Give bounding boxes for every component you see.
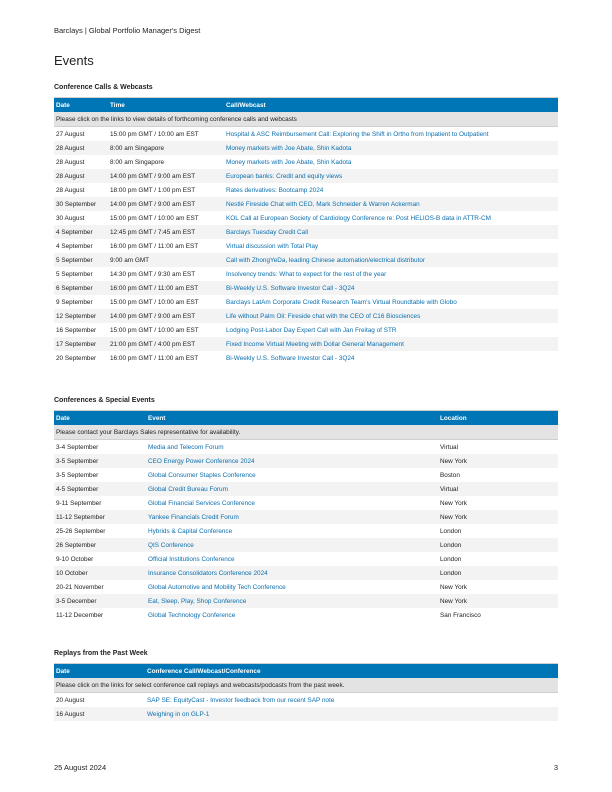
conference-date-cell: 26 September <box>54 538 146 552</box>
call-time-cell: 12:45 pm GMT / 7:45 am EST <box>108 225 224 239</box>
call-event-cell[interactable]: Hospital & ASC Reimbursement Call: Exploring the Shift in Ortho from Inpatient to Outpatient <box>226 130 489 138</box>
replays-header-event: Conference Call/Webcast/Conference <box>145 664 558 679</box>
conference-event-cell[interactable]: Eat, Sleep, Play, Shop Conference <box>146 594 438 608</box>
call-date-cell: 4 September <box>54 225 108 239</box>
table-row <box>54 552 558 566</box>
conference-date-cell: 3-5 December <box>54 594 146 608</box>
call-time-cell: 21:00 pm GMT / 4:00 pm EST <box>108 337 224 351</box>
table-row <box>54 281 558 295</box>
section-title: Events <box>54 53 94 68</box>
conference-event-cell[interactable]: Official Institutions Conference <box>148 555 235 563</box>
call-date-cell: 12 September <box>54 309 108 323</box>
table-row <box>54 510 558 524</box>
conference-event-cell[interactable]: Hybrids & Capital Conference <box>148 527 233 535</box>
call-time-cell: 8:00 am Singapore <box>110 158 165 166</box>
conference-location-cell: London <box>438 566 558 580</box>
conference-location-cell: London <box>440 555 462 563</box>
call-event-cell[interactable]: Insolvency trends: What to expect for the rest of the year <box>226 270 387 278</box>
call-date-cell: 28 August <box>54 169 108 183</box>
call-event-cell[interactable]: Nestlé Fireside Chat with CEO, Mark Schneider & Warren Ackerman <box>224 197 558 211</box>
replays-header-date: Date <box>54 664 145 679</box>
call-date-cell: 28 August <box>54 141 108 155</box>
conferences-header-row <box>54 411 558 426</box>
page-number: 3 <box>553 763 558 772</box>
conference-event-cell[interactable]: Global Automotive and Mobility Tech Conference <box>148 583 286 591</box>
call-event-cell[interactable]: European banks: Credit and equity views <box>224 169 558 183</box>
table-row <box>54 707 558 721</box>
call-date-cell: 30 August <box>56 214 85 222</box>
conference-event-cell[interactable]: Global Credit Bureau Forum <box>146 482 438 496</box>
replay-note-row <box>54 678 558 693</box>
conference-date-cell: 10 October <box>54 566 146 580</box>
conference-location-cell: London <box>440 527 462 535</box>
table-row <box>54 524 558 538</box>
call-time-cell: 15:00 pm GMT / 10:00 am EST <box>110 298 199 306</box>
calls-header-time: Time <box>108 98 224 113</box>
table-row <box>54 538 558 552</box>
call-time-cell: 14:00 pm GMT / 9:00 am EST <box>108 309 224 323</box>
conference-date-cell: 25-26 September <box>56 527 106 535</box>
call-event-cell[interactable]: Rates derivatives: Bootcamp 2024 <box>226 186 324 194</box>
replays-title: Replays from the Past Week <box>54 650 148 657</box>
footer-date: 25 August 2024 <box>54 763 107 772</box>
conference-location-cell: Virtual <box>440 443 458 451</box>
table-row <box>54 337 558 351</box>
conference-event-cell[interactable]: Insurance Consolidators Conference 2024 <box>146 566 438 580</box>
call-event-cell[interactable]: Virtual discussion with Total Play <box>226 242 319 250</box>
replays-header-row <box>54 664 558 679</box>
table-row <box>54 155 558 169</box>
conference-note: Please contact your Barclays Sales representative for availability. <box>54 425 558 440</box>
call-event-cell[interactable]: Life without Palm Oil: Fireside chat with the CEO of C16 Biosciences <box>224 309 558 323</box>
conference-note-row <box>54 425 558 440</box>
call-time-cell: 9:00 am GMT <box>108 253 224 267</box>
table-row <box>54 211 558 225</box>
call-time-cell: 16:00 pm GMT / 11:00 am EST <box>110 354 199 362</box>
calls-header-date: Date <box>54 98 108 113</box>
calls-header-event: Call/Webcast <box>224 98 558 113</box>
calls-header-row <box>54 98 558 113</box>
call-date-cell: 9 September <box>56 298 93 306</box>
conferences-header-date: Date <box>54 411 146 426</box>
conference-date-cell: 11-12 September <box>54 510 146 524</box>
table-row <box>54 169 558 183</box>
call-date-cell: 27 August <box>56 130 85 138</box>
table-row <box>54 127 558 142</box>
table-row <box>54 351 558 365</box>
conferences-table <box>54 410 558 622</box>
conference-location-cell: Virtual <box>438 482 558 496</box>
call-time-cell: 18:00 pm GMT / 1:00 pm EST <box>110 186 196 194</box>
call-date-cell: 5 September <box>56 270 93 278</box>
conference-event-cell[interactable]: Yankee Financials Credit Forum <box>146 510 438 524</box>
call-time-cell: 14:30 pm GMT / 9:30 am EST <box>110 270 196 278</box>
conference-location-cell: London <box>438 538 558 552</box>
call-date-cell: 6 September <box>54 281 108 295</box>
call-time-cell: 14:00 pm GMT / 9:00 am EST <box>108 169 224 183</box>
replay-date-cell: 16 August <box>54 707 145 721</box>
call-event-cell[interactable]: Money markets with Joe Abate, Shin Kadota <box>226 158 352 166</box>
table-row <box>54 225 558 239</box>
call-time-cell: 16:00 pm GMT / 11:00 am EST <box>108 281 224 295</box>
table-row <box>54 267 558 281</box>
table-row <box>54 239 558 253</box>
call-event-cell[interactable]: Barclays LatAm Corporate Credit Research Team's Virtual Roundtable with Globo <box>226 298 457 306</box>
table-row <box>54 608 558 622</box>
conference-location-cell: New York <box>438 510 558 524</box>
conference-date-cell: 4-5 September <box>54 482 146 496</box>
call-date-cell: 5 September <box>54 253 108 267</box>
call-note-row <box>54 112 558 127</box>
table-row <box>54 566 558 580</box>
table-row <box>54 693 558 708</box>
call-event-cell[interactable]: Money markets with Joe Abate, Shin Kadota <box>224 141 558 155</box>
conference-event-cell[interactable]: QIS Conference <box>146 538 438 552</box>
table-row <box>54 580 558 594</box>
call-event-cell[interactable]: Fixed Income Virtual Meeting with Dollar General Management <box>224 337 558 351</box>
call-date-cell: 28 August <box>56 158 85 166</box>
table-row <box>54 496 558 510</box>
table-row <box>54 440 558 455</box>
call-date-cell: 16 September <box>56 326 97 334</box>
conference-event-cell[interactable]: Global Technology Conference <box>148 611 236 619</box>
page-header: Barclays | Global Portfolio Manager's Digest <box>54 26 201 35</box>
replay-note: Please click on the links for select conference call replays and webcasts/podcasts from the past week. <box>54 678 558 693</box>
call-event-cell[interactable]: KOL Call at European Society of Cardiology Conference re: Post HELIOS-B data in ATTR-CM <box>226 214 491 222</box>
call-time-cell: 15:00 pm GMT / 10:00 am EST <box>110 130 199 138</box>
conference-location-cell: New York <box>440 583 467 591</box>
conference-date-cell: 3-4 September <box>56 443 99 451</box>
conference-date-cell: 9-11 September <box>56 499 102 507</box>
table-row <box>54 197 558 211</box>
conference-location-cell: New York <box>438 594 558 608</box>
call-event-cell[interactable]: Lodging Post-Labor Day Expert Call with Jan Freitag of STR <box>226 326 397 334</box>
table-row <box>54 482 558 496</box>
call-event-cell[interactable]: Bi-Weekly U.S. Software Investor Call - 3Q24 <box>226 354 355 362</box>
conference-location-cell: New York <box>440 499 467 507</box>
call-date-cell: 30 September <box>54 197 108 211</box>
table-row <box>54 594 558 608</box>
conferences-title: Conferences & Special Events <box>54 397 155 404</box>
conference-date-cell: 11-12 December <box>56 611 104 619</box>
conference-event-cell[interactable]: Media and Telecom Forum <box>148 443 224 451</box>
conference-date-cell: 20-21 November <box>56 583 104 591</box>
calls-title: Conference Calls & Webcasts <box>54 84 153 91</box>
call-event-cell[interactable]: Barclays Tuesday Credit Call <box>224 225 558 239</box>
call-time-cell: 14:00 pm GMT / 9:00 am EST <box>108 197 224 211</box>
call-date-cell: 28 August <box>56 186 85 194</box>
call-time-cell: 15:00 pm GMT / 10:00 am EST <box>110 326 199 334</box>
table-row <box>54 183 558 197</box>
conference-event-cell[interactable]: Global Consumer Staples Conference <box>148 471 256 479</box>
call-time-cell: 8:00 am Singapore <box>108 141 224 155</box>
calls-table <box>54 97 558 365</box>
call-date-cell: 4 September <box>56 242 93 250</box>
table-row <box>54 454 558 468</box>
conference-location-cell: New York <box>438 454 558 468</box>
table-row <box>54 309 558 323</box>
replay-date-cell: 20 August <box>56 696 85 704</box>
call-event-cell[interactable]: Call with ZhongYeDa, leading Chinese automation/electrical distributor <box>224 253 558 267</box>
table-row <box>54 141 558 155</box>
conference-event-cell[interactable]: CEO Energy Power Conference 2024 <box>146 454 438 468</box>
call-date-cell: 17 September <box>54 337 108 351</box>
call-date-cell: 20 September <box>56 354 97 362</box>
conference-date-cell: 3-5 September <box>54 454 146 468</box>
call-time-cell: 16:00 pm GMT / 11:00 am EST <box>110 242 199 250</box>
conferences-header-location: Location <box>438 411 558 426</box>
conference-date-cell: 9-10 October <box>56 555 94 563</box>
table-row <box>54 253 558 267</box>
conference-location-cell: San Francisco <box>440 611 481 619</box>
table-row <box>54 295 558 309</box>
conference-location-cell: Boston <box>440 471 460 479</box>
call-event-cell[interactable]: Bi-Weekly U.S. Software Investor Call - 3Q24 <box>224 281 558 295</box>
conference-date-cell: 3-5 September <box>56 471 99 479</box>
replay-event-cell[interactable]: Weighing in on GLP-1 <box>145 707 558 721</box>
call-time-cell: 15:00 pm GMT / 10:00 am EST <box>110 214 199 222</box>
replay-event-cell[interactable]: SAP SE: EquityCast - Investor feedback from our recent SAP note <box>147 696 335 704</box>
table-row <box>54 468 558 482</box>
call-note: Please click on the links to view details of forthcoming conference calls and webcasts <box>54 112 558 127</box>
table-row <box>54 323 558 337</box>
replays-table <box>54 663 558 721</box>
conferences-header-event: Event <box>146 411 438 426</box>
conference-event-cell[interactable]: Global Financial Services Conference <box>148 499 255 507</box>
